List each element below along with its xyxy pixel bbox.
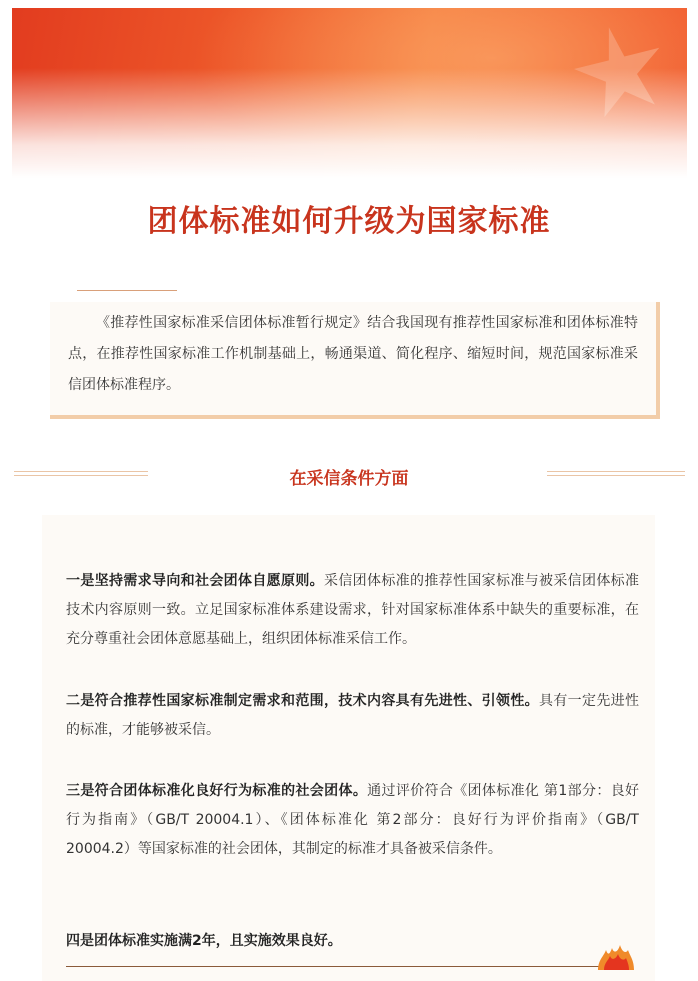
intro-box	[50, 302, 660, 419]
condition-3-heading: 三是符合团体标准化良好行为标准的社会团体。	[66, 783, 368, 799]
content-panel	[42, 515, 655, 981]
footer-divider	[66, 966, 630, 967]
condition-1-heading: 一是坚持需求导向和社会团体自愿原则。	[66, 573, 324, 589]
page-title: 团体标准如何升级为国家标准	[147, 204, 551, 239]
banner-fade	[12, 68, 687, 178]
condition-1-text: 采信团体标准的推荐性国家标准与被采信团体标准技术内容原则一致。立足国家标准体系建设需求，针对国家标准体系中缺失的重要标准，在充分尊重社会团体意愿基础上，组织团体标准采信工作。	[66, 573, 639, 647]
condition-4-heading: 四是团体标准实施满2年，且实施效果良好。	[66, 933, 342, 949]
intro-accent-line	[77, 290, 177, 291]
condition-item-3	[66, 777, 639, 864]
condition-item-2	[66, 687, 639, 745]
flame-icon	[596, 942, 636, 970]
condition-2-heading: 二是符合推荐性国家标准制定需求和范围，技术内容具有先进性、引领性。	[66, 693, 539, 709]
header-banner	[12, 8, 687, 178]
condition-2-text: 具有一定先进性的标准，才能够被采信。	[66, 693, 639, 738]
section-title: 在采信条件方面	[289, 469, 409, 489]
condition-3-text: 通过评价符合《团体标准化 第1部分：良好行为指南》（GB/T 20004.1）、《团体标准化 第2部分：良好行为评价指南》（GB/T 20004.2）等国家标准的社会团体，其制定的标准才具备被采信条件。	[66, 783, 640, 857]
condition-item-4	[66, 927, 639, 956]
condition-item-1	[66, 567, 639, 654]
intro-text: 《推荐性国家标准采信团体标准暂行规定》结合我国现有推荐性国家标准和团体标准特点，在推荐性国家标准工作机制基础上，畅通渠道、简化程序、缩短时间，规范国家标准采信团体标准程序。	[68, 315, 638, 393]
